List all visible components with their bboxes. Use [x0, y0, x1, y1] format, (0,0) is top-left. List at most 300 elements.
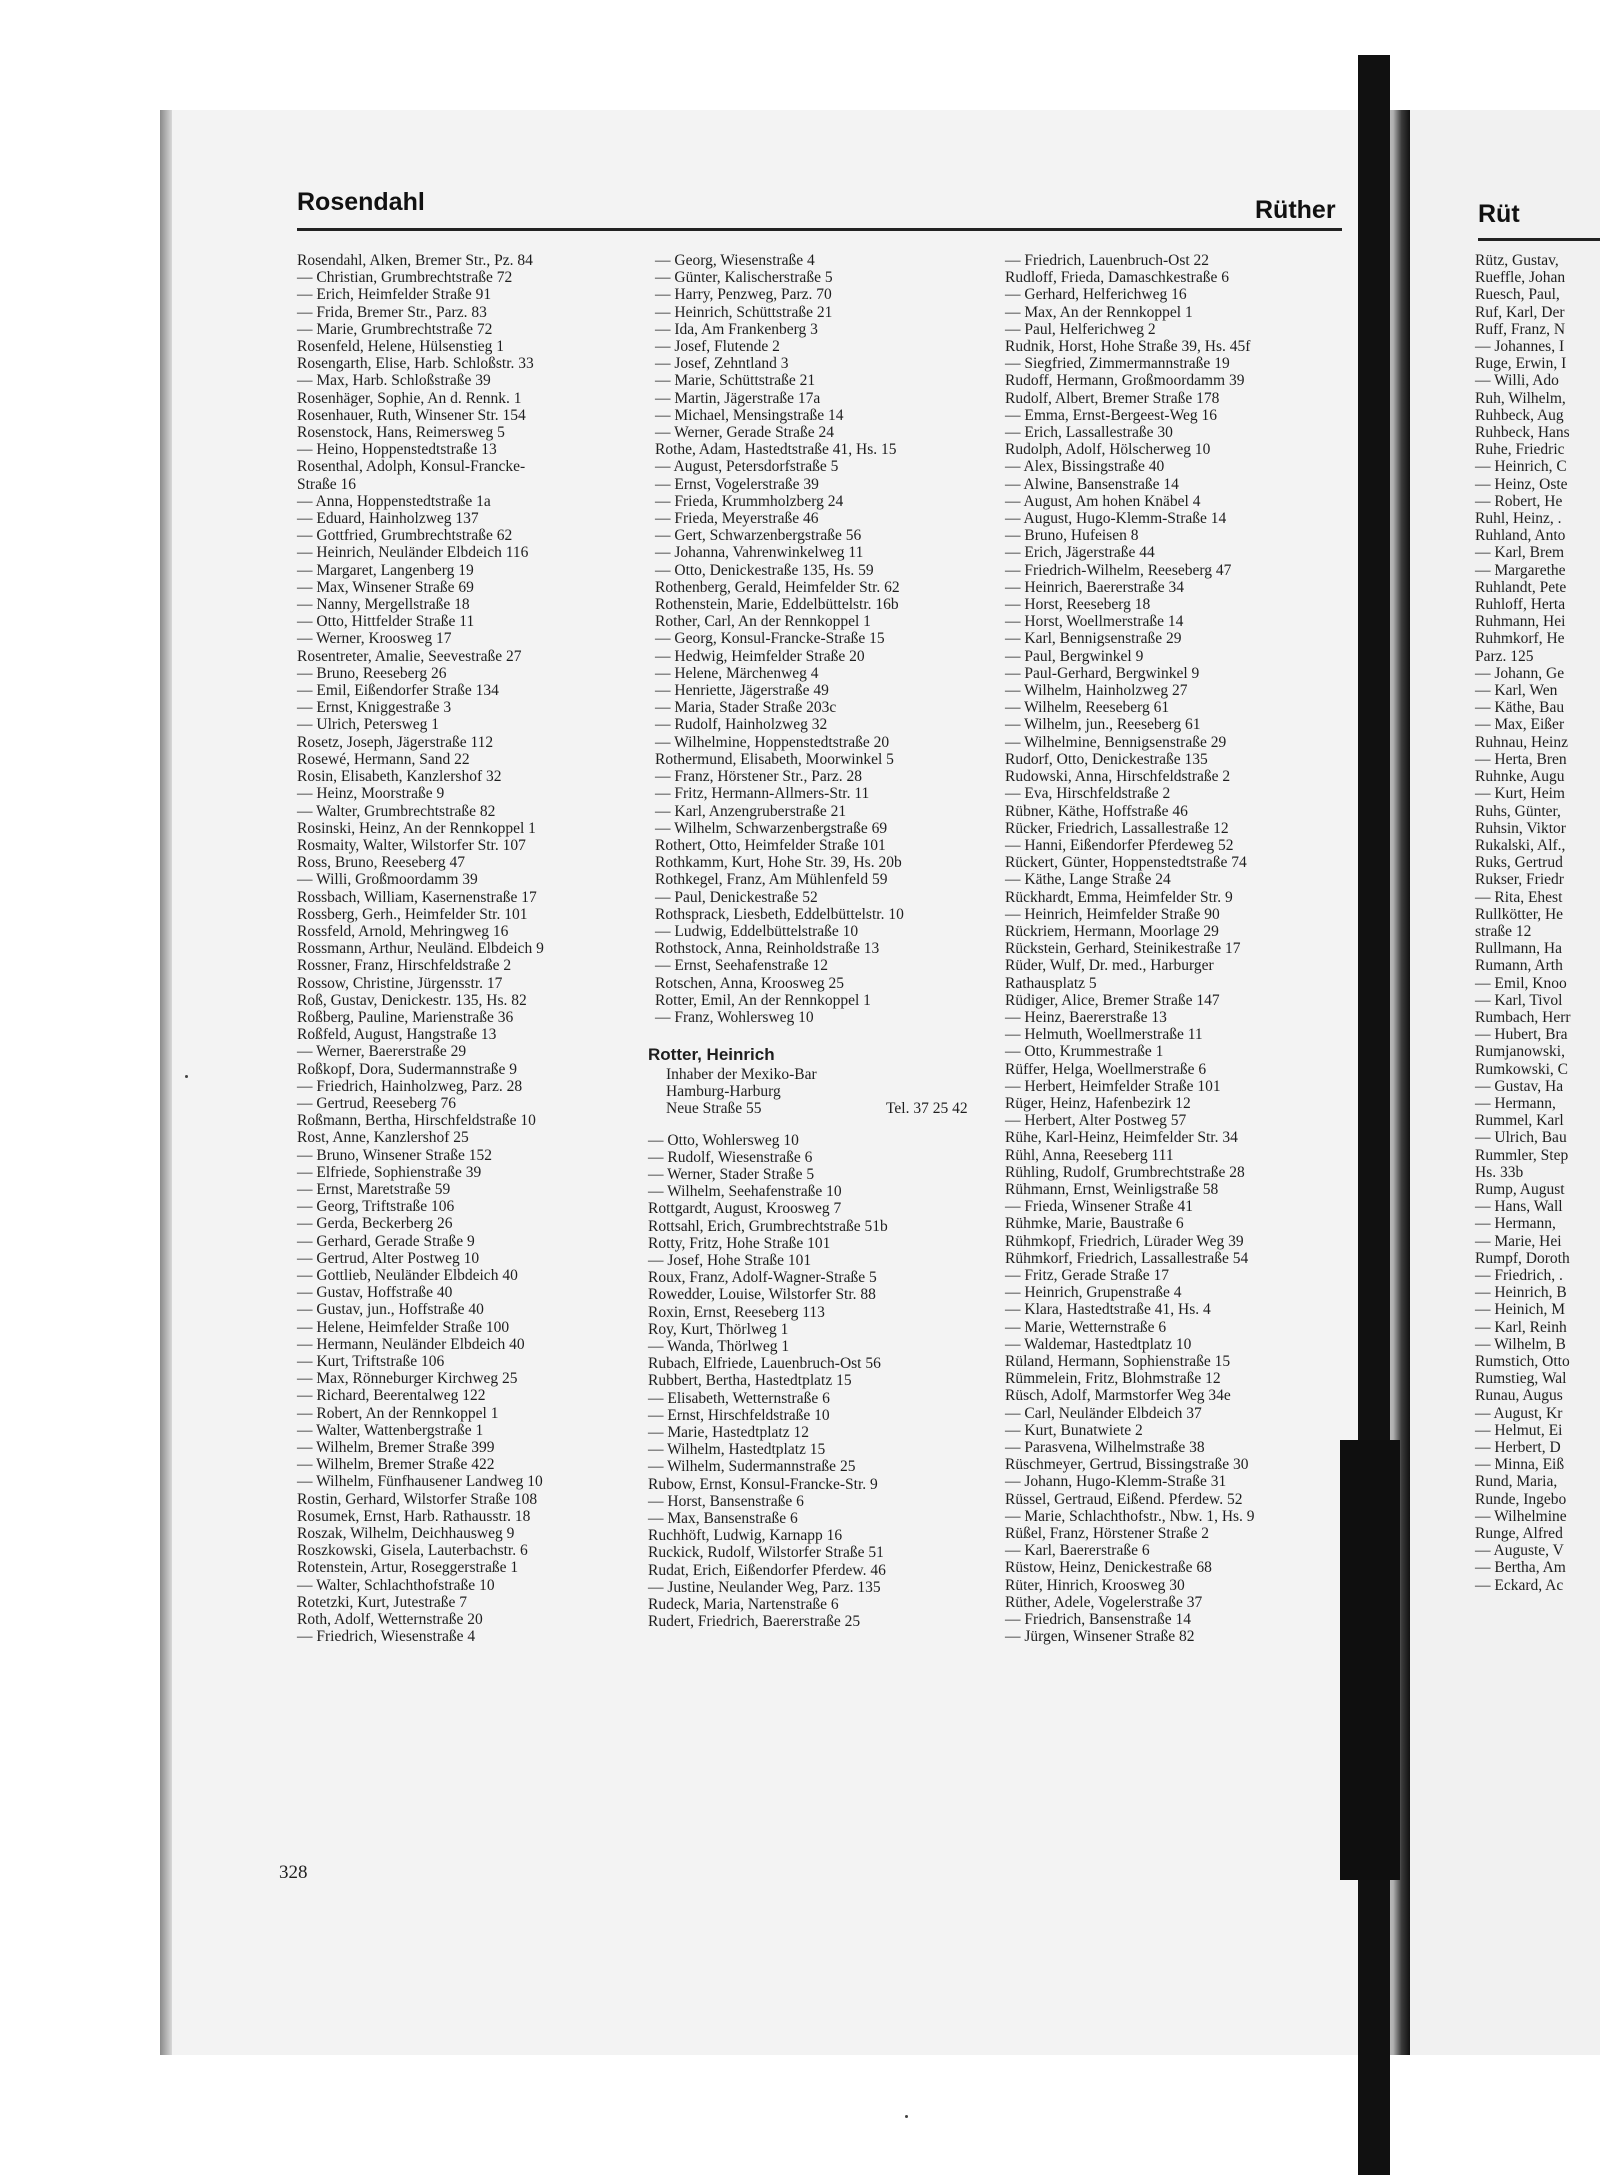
directory-entry: — Walter, Wattenbergstraße 1	[297, 1421, 484, 1439]
book-binding-clip	[1340, 1440, 1400, 1880]
directory-entry: Roßkopf, Dora, Sudermannstraße 9	[297, 1060, 517, 1078]
directory-entry: Rosinski, Heinz, An der Rennkoppel 1	[297, 819, 536, 837]
directory-entry: Rückert, Günter, Hoppenstedtstraße 74	[1005, 854, 1247, 872]
directory-entry: — Bruno, Winsener Straße 152	[297, 1146, 492, 1164]
advertisement-phone: Tel. 37 25 42	[886, 1100, 968, 1118]
directory-entry: — Ernst, Seehafenstraße 12	[655, 957, 829, 975]
directory-entry: Rüßel, Franz, Hörstener Straße 2	[1005, 1525, 1210, 1543]
directory-entry: — Frieda, Krummholzberg 24	[655, 492, 844, 510]
directory-entry: — Heinich, M	[1475, 1301, 1565, 1319]
directory-entry: — Wilhelm, Reeseberg 61	[1005, 699, 1170, 717]
directory-entry: Rumkowski, C	[1475, 1060, 1569, 1078]
directory-entry: — Hermann, Neuländer Elbdeich 40	[297, 1335, 525, 1353]
directory-entry: — Horst, Woellmerstraße 14	[1005, 613, 1184, 631]
directory-entry: Rotetzki, Kurt, Jutestraße 7	[297, 1593, 468, 1611]
directory-entry: — Franz, Wohlersweg 10	[655, 1008, 814, 1026]
directory-entry: — Marie, Hastedtplatz 12	[648, 1424, 809, 1442]
directory-entry: Roßfeld, August, Hangstraße 13	[297, 1026, 497, 1044]
directory-entry: Rosetz, Joseph, Jägerstraße 112	[297, 733, 494, 751]
directory-entry: Roßberg, Pauline, Marienstraße 36	[297, 1008, 514, 1026]
directory-entry: Roux, Franz, Adolf-Wagner-Straße 5	[648, 1269, 877, 1287]
directory-entry: Rossbach, William, Kasernenstraße 17	[297, 888, 537, 906]
directory-entry: Rosenstock, Hans, Reimersweg 5	[297, 424, 505, 442]
directory-entry: Ruckick, Rudolf, Wilstorfer Straße 51	[648, 1544, 884, 1562]
directory-entry: — Anna, Hoppenstedtstraße 1a	[297, 492, 491, 510]
directory-column-4	[1005, 252, 1255, 1645]
directory-entry: — Heinz, Oste	[1475, 475, 1568, 493]
directory-entry: Runau, Augus	[1475, 1387, 1563, 1405]
directory-entry: Rotschen, Anna, Kroosweg 25	[655, 974, 844, 992]
directory-entry: — Ida, Am Frankenberg 3	[655, 320, 818, 338]
directory-entry: Rotenstein, Artur, Roseggerstraße 1	[297, 1559, 519, 1577]
directory-entry: Rosenthal, Adolph, Konsul-Francke-	[297, 458, 526, 476]
directory-entry: Ruh, Wilhelm,	[1475, 389, 1566, 407]
directory-entry: Rumstieg, Wal	[1475, 1370, 1567, 1388]
directory-entry: Ruhmann, Hei	[1475, 613, 1566, 631]
directory-entry: — Helene, Märchenweg 4	[655, 664, 819, 682]
directory-entry: — Michael, Mensingstraße 14	[655, 406, 844, 424]
directory-entry: Rothert, Otto, Heimfelder Straße 101	[655, 836, 886, 854]
directory-entry: Rühmkopf, Friedrich, Lürader Weg 39	[1005, 1232, 1244, 1250]
directory-entry: — Jürgen, Winsener Straße 82	[1005, 1628, 1195, 1646]
directory-entry: — Max, Eißer	[1475, 716, 1565, 734]
advertisement-line: Hamburg-Harburg	[666, 1083, 781, 1101]
directory-entry: Rubow, Ernst, Konsul-Francke-Str. 9	[648, 1475, 878, 1493]
directory-entry: Rühl, Anna, Reeseberg 111	[1005, 1146, 1174, 1164]
directory-entry: — Heinrich, Baererstraße 34	[1005, 578, 1185, 596]
directory-entry: — August, Hugo-Klemm-Straße 14	[1005, 510, 1227, 528]
directory-entry: — August, Am hohen Knäbel 4	[1005, 492, 1201, 510]
directory-entry: — Maria, Stader Straße 203c	[655, 699, 837, 717]
directory-entry: — Heino, Hoppenstedtstraße 13	[297, 441, 497, 459]
directory-entry: — Willi, Ado	[1475, 372, 1559, 390]
directory-entry: — Heinrich, Heimfelder Straße 90	[1005, 905, 1220, 923]
directory-entry: Rudnik, Horst, Hohe Straße 39, Hs. 45f	[1005, 338, 1251, 356]
directory-entry: Rossner, Franz, Hirschfeldstraße 2	[297, 957, 512, 975]
directory-entry: Rosenfeld, Helene, Hülsenstieg 1	[297, 338, 505, 356]
directory-entry: — Franz, Hörstener Str., Parz. 28	[655, 768, 863, 786]
directory-entry: — Helene, Heimfelder Straße 100	[297, 1318, 510, 1336]
directory-entry: — Willi, Großmoordamm 39	[297, 871, 478, 889]
directory-entry: — Wilhelmine, Bennigsenstraße 29	[1005, 733, 1227, 751]
directory-entry: — Heinrich, Schüttstraße 21	[655, 303, 833, 321]
directory-entry: Ruhlandt, Pete	[1475, 578, 1567, 596]
directory-entry: — Eckard, Ac	[1475, 1576, 1564, 1594]
directory-entry: — Heinrich, B	[1475, 1284, 1567, 1302]
directory-entry: — Eva, Hirschfeldstraße 2	[1005, 785, 1171, 803]
directory-column-2	[655, 252, 904, 1026]
directory-entry: — Gustav, Ha	[1475, 1077, 1564, 1095]
directory-entry: Roxin, Ernst, Reeseberg 113	[648, 1303, 825, 1321]
directory-entry: — Paul, Helferichweg 2	[1005, 320, 1156, 338]
header-rule	[297, 228, 1342, 231]
directory-entry: — Georg, Triftstraße 106	[297, 1198, 455, 1216]
directory-entry: Rund, Maria,	[1475, 1473, 1558, 1491]
directory-column-1	[297, 252, 544, 1645]
advertisement-name: Rotter, Heinrich	[648, 1045, 775, 1064]
directory-entry: — Horst, Bansenstraße 6	[648, 1492, 804, 1510]
directory-entry: — Ludwig, Eddelbüttelstraße 10	[655, 922, 859, 940]
directory-entry: Rump, August	[1475, 1180, 1565, 1198]
page-edge	[160, 110, 172, 2055]
directory-entry: — Auguste, V	[1475, 1542, 1564, 1560]
directory-entry: Ruhloff, Herta	[1475, 596, 1566, 614]
directory-entry: — Emil, Knoo	[1475, 974, 1567, 992]
directory-entry: — Rita, Ehest	[1475, 888, 1563, 906]
directory-entry: — Max, Bansenstraße 6	[648, 1510, 798, 1528]
directory-entry: — Otto, Krummestraße 1	[1005, 1043, 1164, 1061]
directory-entry: — Otto, Hittfelder Straße 11	[297, 613, 475, 631]
directory-entry: — Marie, Grumbrechtstraße 72	[297, 320, 493, 338]
directory-entry: Rudeck, Maria, Nartenstraße 6	[648, 1596, 839, 1614]
directory-entry: — Marie, Schüttstraße 21	[655, 372, 816, 390]
directory-entry: — Nanny, Mergellstraße 18	[297, 596, 470, 614]
directory-entry: — Gerhard, Helferichweg 16	[1005, 286, 1187, 304]
directory-entry: — Heinz, Moorstraße 9	[297, 785, 445, 803]
directory-entry: — Herbert, Heimfelder Straße 101	[1005, 1077, 1221, 1095]
directory-entry: Roßmann, Bertha, Hirschfeldstraße 10	[297, 1112, 536, 1130]
directory-entry: Rothenberg, Gerald, Heimfelder Str. 62	[655, 578, 900, 596]
directory-entry: — Walter, Schlachthofstraße 10	[297, 1576, 495, 1594]
directory-entry: — Bruno, Hufeisen 8	[1005, 527, 1139, 545]
directory-entry: — Herta, Bren	[1475, 750, 1567, 768]
directory-entry: Rudowski, Anna, Hirschfeldstraße 2	[1005, 768, 1231, 786]
directory-entry: — Klara, Hastedtstraße 41, Hs. 4	[1005, 1301, 1211, 1319]
header-left-title: Rosendahl	[297, 188, 425, 216]
directory-entry: — Robert, He	[1475, 492, 1563, 510]
directory-column-next-page	[1475, 252, 1571, 1594]
directory-entry: Runde, Ingebo	[1475, 1490, 1567, 1508]
directory-entry: — Heinrich, Neuländer Elbdeich 116	[297, 544, 529, 562]
directory-entry: Rotty, Fritz, Hohe Straße 101	[648, 1234, 831, 1252]
directory-entry: — Max, An der Rennkoppel 1	[1005, 303, 1193, 321]
directory-entry: Ruhsin, Viktor	[1475, 819, 1566, 837]
directory-entry: — Paul-Gerhard, Bergwinkel 9	[1005, 664, 1200, 682]
directory-entry: — Wilhelm, B	[1475, 1335, 1566, 1353]
directory-entry: — Werner, Kroosweg 17	[297, 630, 452, 648]
directory-entry: — Bruno, Reeseberg 26	[297, 664, 447, 682]
directory-entry: — Friedrich, Lauenbruch-Ost 22	[1005, 252, 1210, 269]
directory-entry: Rühe, Karl-Heinz, Heimfelder Str. 34	[1005, 1129, 1238, 1147]
directory-entry: — Emma, Ernst-Bergeest-Weg 16	[1005, 406, 1217, 424]
directory-entry: Rudat, Erich, Eißendorfer Pferdew. 46	[648, 1561, 886, 1579]
directory-entry: — Harry, Penzweg, Parz. 70	[655, 286, 832, 304]
directory-entry: — Kurt, Heim	[1475, 785, 1565, 803]
directory-entry: — Rudolf, Hainholzweg 32	[655, 716, 828, 734]
directory-entry: Rüschmeyer, Gertrud, Bissingstraße 30	[1005, 1456, 1249, 1474]
directory-entry: Rudorf, Otto, Denickestraße 135	[1005, 750, 1208, 768]
directory-entry: Rücker, Friedrich, Lassallestraße 12	[1005, 819, 1229, 837]
directory-entry: — Friedrich-Wilhelm, Reeseberg 47	[1005, 561, 1232, 579]
directory-entry: Ruff, Franz, N	[1475, 320, 1566, 338]
directory-entry: — Ernst, Vogelerstraße 39	[655, 475, 819, 493]
directory-entry: — Karl, Brem	[1475, 544, 1565, 562]
directory-entry: — Karl, Bennigsenstraße 29	[1005, 630, 1182, 648]
directory-entry: — Wilhelmine, Hoppenstedtstraße 20	[655, 733, 890, 751]
directory-entry: Rothstock, Anna, Reinholdstraße 13	[655, 940, 880, 958]
directory-entry: — Ernst, Kniggestraße 3	[297, 699, 452, 717]
directory-entry: — Frida, Bremer Str., Parz. 83	[297, 303, 487, 321]
directory-entry: — Gertrud, Alter Postweg 10	[297, 1249, 480, 1267]
directory-entry: — Siegfried, Zimmermannstraße 19	[1005, 355, 1230, 373]
directory-column-3-entries	[648, 1132, 968, 1631]
advertisement-line	[648, 1100, 968, 1117]
directory-entry: — Hanni, Eißendorfer Pferdeweg 52	[1005, 836, 1234, 854]
directory-entry: — Margaret, Langenberg 19	[297, 561, 474, 579]
directory-entry: Ruhbeck, Aug	[1475, 406, 1564, 424]
directory-entry: Rother, Carl, An der Rennkoppel 1	[655, 613, 871, 631]
directory-entry: — Helmut, Ei	[1475, 1421, 1563, 1439]
directory-entry: — Wanda, Thörlweg 1	[648, 1338, 790, 1356]
directory-entry: Rubach, Elfriede, Lauenbruch-Ost 56	[648, 1355, 881, 1373]
directory-entry: Rudloff, Frieda, Damaschkestraße 6	[1005, 269, 1229, 287]
directory-entry: Rostin, Gerhard, Wilstorfer Straße 108	[297, 1490, 538, 1508]
directory-entry: — Hans, Wall	[1475, 1198, 1563, 1216]
advertisement-line: Inhaber der Mexiko-Bar	[666, 1066, 817, 1083]
header-right-title: Rüther	[1255, 196, 1336, 224]
directory-entry: — Elisabeth, Wetternstraße 6	[648, 1389, 830, 1407]
directory-entry: — Gert, Schwarzenbergstraße 56	[655, 527, 862, 545]
directory-entry: Rosentreter, Amalie, Seevestraße 27	[297, 647, 522, 665]
directory-entry: Rukser, Friedr	[1475, 871, 1564, 889]
directory-entry: — Gertrud, Reeseberg 76	[297, 1094, 456, 1112]
directory-entry: — Gustav, Hoffstraße 40	[297, 1284, 453, 1302]
directory-entry: Rückhardt, Emma, Heimfelder Str. 9	[1005, 888, 1233, 906]
directory-entry: — Georg, Wiesenstraße 4	[655, 252, 815, 269]
directory-entry: Rosenhäger, Sophie, An d. Rennk. 1	[297, 389, 522, 407]
directory-entry: Rüger, Heinz, Hafenbezirk 12	[1005, 1094, 1191, 1112]
directory-entry: — Christian, Grumbrechtstraße 72	[297, 269, 513, 287]
directory-entry: — Alwine, Bansenstraße 14	[1005, 475, 1179, 493]
directory-entry: — Werner, Gerade Straße 24	[655, 424, 835, 442]
directory-entry: — Fritz, Gerade Straße 17	[1005, 1266, 1169, 1284]
directory-entry: — Paul, Bergwinkel 9	[1005, 647, 1144, 665]
directory-entry: Rothenstein, Marie, Eddelbüttelstr. 16b	[655, 596, 899, 614]
directory-entry: Rullkötter, He	[1475, 905, 1564, 923]
directory-entry: — Josef, Flutende 2	[655, 338, 780, 356]
directory-entry: — Elfriede, Sophienstraße 39	[297, 1163, 482, 1181]
directory-entry: — Wilhelm, Fünfhausener Landweg 10	[297, 1473, 543, 1491]
directory-entry: Roszkowski, Gisela, Lauterbachstr. 6	[297, 1542, 528, 1560]
directory-entry: Rudolf, Albert, Bremer Straße 178	[1005, 389, 1220, 407]
directory-entry: Parz. 125	[1475, 647, 1534, 665]
directory-entry: — Richard, Beerentalweg 122	[297, 1387, 486, 1405]
directory-entry: Rossow, Christine, Jürgensstr. 17	[297, 974, 503, 992]
directory-entry: Rumpf, Doroth	[1475, 1249, 1570, 1267]
directory-entry: Ruesch, Paul,	[1475, 286, 1560, 304]
directory-entry: — Frieda, Winsener Straße 41	[1005, 1198, 1194, 1216]
directory-entry: Rosendahl, Alken, Bremer Str., Pz. 84	[297, 252, 533, 269]
directory-entry: — Heinrich, C	[1475, 458, 1567, 476]
directory-entry: Ruhnke, Augu	[1475, 768, 1565, 786]
directory-entry: Ruhl, Heinz, .	[1475, 510, 1562, 528]
directory-entry: — Johannes, I	[1475, 338, 1565, 356]
directory-entry: — Werner, Stader Straße 5	[648, 1166, 815, 1184]
directory-entry: — Otto, Denickestraße 135, Hs. 59	[655, 561, 874, 579]
directory-entry: Rothe, Adam, Hastedtstraße 41, Hs. 15	[655, 441, 897, 459]
directory-entry: — Horst, Reeseberg 18	[1005, 596, 1151, 614]
directory-entry: Rückstein, Gerhard, Steinikestraße 17	[1005, 940, 1241, 958]
directory-entry: Rübner, Käthe, Hoffstraße 46	[1005, 802, 1188, 820]
directory-entry: Rüsch, Adolf, Marmstorfer Weg 34e	[1005, 1387, 1231, 1405]
directory-entry: Rothkamm, Kurt, Hohe Str. 39, Hs. 20b	[655, 854, 902, 872]
directory-entry: — Waldemar, Hastedtplatz 10	[1005, 1335, 1192, 1353]
directory-entry: — Kurt, Bunatwiete 2	[1005, 1421, 1143, 1439]
directory-entry: Rüssel, Gertraud, Eißend. Pferdew. 52	[1005, 1490, 1243, 1508]
directory-entry: — Gerda, Beckerberg 26	[297, 1215, 453, 1233]
directory-entry: — Justine, Neulander Weg, Parz. 135	[648, 1578, 881, 1596]
directory-entry: — Max, Harb. Schloßstraße 39	[297, 372, 491, 390]
directory-entry: Ruks, Gertrud	[1475, 854, 1563, 872]
directory-entry: Rosmaity, Walter, Wilstorfer Str. 107	[297, 836, 526, 854]
directory-entry: Ruf, Karl, Der	[1475, 303, 1565, 321]
directory-entry: Rüffer, Helga, Woellmerstraße 6	[1005, 1060, 1207, 1078]
directory-entry: — Ulrich, Petersweg 1	[297, 716, 440, 734]
directory-entry: Roy, Kurt, Thörlweg 1	[648, 1320, 789, 1338]
print-speck	[185, 1075, 188, 1078]
directory-entry: — Martin, Jägerstraße 17a	[655, 389, 821, 407]
directory-entry: — Rudolf, Wiesenstraße 6	[648, 1148, 813, 1166]
print-speck	[905, 2115, 908, 2118]
directory-entry: Rothsprack, Liesbeth, Eddelbüttelstr. 10	[655, 905, 904, 923]
directory-entry: — Walter, Grumbrechtstraße 82	[297, 802, 496, 820]
directory-entry: Roszak, Wilhelm, Deichhausweg 9	[297, 1525, 515, 1543]
directory-entry: — Friedrich, Hainholzweg, Parz. 28	[297, 1077, 523, 1095]
page-number: 328	[279, 1862, 308, 1883]
directory-entry: — Werner, Baererstraße 29	[297, 1043, 467, 1061]
directory-entry: Rühmkorf, Friedrich, Lassallestraße 54	[1005, 1249, 1249, 1267]
directory-entry: Ruhnau, Heinz	[1475, 733, 1568, 751]
directory-entry: — Wilhelmine	[1475, 1507, 1567, 1525]
directory-entry: — Kurt, Triftstraße 106	[297, 1353, 445, 1370]
directory-entry: — Käthe, Bau	[1475, 699, 1565, 717]
directory-entry: — Paul, Denickestraße 52	[655, 888, 818, 906]
directory-entry: — Marie, Schlachthofstr., Nbw. 1, Hs. 9	[1005, 1507, 1255, 1525]
directory-entry: — Marie, Hei	[1475, 1232, 1562, 1250]
directory-entry: — Erich, Heimfelder Straße 91	[297, 286, 492, 304]
directory-entry: Rudert, Friedrich, Baererstraße 25	[648, 1613, 861, 1631]
directory-entry: — Wilhelm, Hainholzweg 27	[1005, 682, 1188, 700]
directory-entry: Rueffle, Johan	[1475, 269, 1566, 287]
directory-entry: Rumjanowski,	[1475, 1043, 1565, 1061]
directory-column-3	[648, 1030, 968, 1631]
directory-entry: — Wilhelm, Schwarzenbergstraße 69	[655, 819, 888, 837]
directory-entry: — Eduard, Hainholzweg 137	[297, 510, 479, 528]
directory-entry: — Wilhelm, Seehafenstraße 10	[648, 1183, 842, 1201]
directory-entry: — Helmuth, Woellmerstraße 11	[1005, 1026, 1203, 1044]
directory-entry: Rüder, Wulf, Dr. med., Harburger	[1005, 957, 1214, 975]
directory-entry: — Friedrich, Bansenstraße 14	[1005, 1611, 1191, 1629]
directory-entry: — Wilhelm, Sudermannstraße 25	[648, 1458, 856, 1476]
directory-entry: Ruhbeck, Hans	[1475, 424, 1570, 442]
directory-entry: Rukalski, Alf.,	[1475, 836, 1566, 854]
directory-entry: Rumann, Arth	[1475, 957, 1563, 975]
directory-entry: — Karl, Wen	[1475, 682, 1558, 700]
next-page-header-title: Rüt	[1478, 200, 1520, 228]
directory-entry: Ruhe, Friedric	[1475, 441, 1565, 459]
directory-entry: — August, Kr	[1475, 1404, 1563, 1422]
directory-entry: Ross, Bruno, Reeseberg 47	[297, 854, 466, 872]
directory-entry: — Günter, Kalischerstraße 5	[655, 269, 833, 287]
directory-entry: Ruchhöft, Ludwig, Karnapp 16	[648, 1527, 843, 1545]
directory-entry: — Otto, Wohlersweg 10	[648, 1131, 799, 1149]
directory-entry: Rothermund, Elisabeth, Moorwinkel 5	[655, 750, 894, 768]
directory-entry: — Herbert, D	[1475, 1439, 1561, 1457]
directory-entry: Rumbach, Herr	[1475, 1008, 1571, 1026]
directory-entry: Ruhs, Günter,	[1475, 802, 1561, 820]
directory-entry: — Wilhelm, Bremer Straße 399	[297, 1439, 495, 1457]
directory-entry: Rosin, Elisabeth, Kanzlershof 32	[297, 768, 502, 786]
directory-entry: — Margarethe	[1475, 561, 1566, 579]
directory-entry: Rumstich, Otto	[1475, 1353, 1570, 1370]
directory-entry: Runge, Alfred	[1475, 1525, 1563, 1543]
directory-entry: Rotter, Emil, An der Rennkoppel 1	[655, 991, 871, 1009]
directory-entry: — Josef, Hohe Straße 101	[648, 1252, 812, 1270]
directory-entry: — Erich, Lassallestraße 30	[1005, 424, 1173, 442]
directory-entry: — Fritz, Hermann-Allmers-Str. 11	[655, 785, 870, 803]
directory-entry: — Erich, Jägerstraße 44	[1005, 544, 1155, 562]
directory-entry: — Hermann,	[1475, 1094, 1556, 1112]
directory-entry: Hs. 33b	[1475, 1163, 1524, 1181]
directory-entry: — Ernst, Hirschfeldstraße 10	[648, 1406, 830, 1424]
directory-entry: — Johanna, Vahrenwinkelweg 11	[655, 544, 864, 562]
directory-entry: — Robert, An der Rennkoppel 1	[297, 1404, 499, 1422]
directory-entry: straße 12	[1475, 922, 1532, 940]
directory-entry: — Carl, Neuländer Elbdeich 37	[1005, 1404, 1202, 1422]
directory-entry: — Marie, Wetternstraße 6	[1005, 1318, 1167, 1336]
next-page-header-rule	[1478, 238, 1600, 241]
directory-entry: Rühmann, Ernst, Weinligstraße 58	[1005, 1180, 1219, 1198]
directory-entry: — Josef, Zehntland 3	[655, 355, 789, 373]
directory-entry: — Minna, Eiß	[1475, 1456, 1565, 1474]
directory-entry: — Karl, Reinh	[1475, 1318, 1567, 1336]
directory-entry: Ruhmkorf, He	[1475, 630, 1565, 648]
directory-entry: — Johann, Ge	[1475, 664, 1565, 682]
directory-entry: Rosewé, Hermann, Sand 22	[297, 750, 470, 768]
directory-entry: Rottsahl, Erich, Grumbrechtstraße 51b	[648, 1217, 888, 1235]
directory-entry: — Georg, Konsul-Francke-Straße 15	[655, 630, 885, 648]
directory-entry: — Johann, Hugo-Klemm-Straße 31	[1005, 1473, 1227, 1491]
directory-entry: — Herbert, Alter Postweg 57	[1005, 1112, 1187, 1130]
directory-entry: Rullmann, Ha	[1475, 940, 1562, 958]
directory-entry: — Alex, Bissingstraße 40	[1005, 458, 1165, 476]
directory-entry: Rosumek, Ernst, Harb. Rathausstr. 18	[297, 1507, 531, 1525]
directory-entry: — Ernst, Maretstraße 59	[297, 1180, 451, 1198]
directory-entry: — Gustav, jun., Hoffstraße 40	[297, 1301, 484, 1319]
directory-entry: — Wilhelm, Bremer Straße 422	[297, 1456, 495, 1474]
directory-entry: Straße 16	[297, 475, 356, 493]
directory-entry: Rudolph, Adolf, Hölscherweg 10	[1005, 441, 1211, 459]
directory-entry: — Bertha, Am	[1475, 1559, 1566, 1577]
directory-entry: Rottgardt, August, Kroosweg 7	[648, 1200, 842, 1218]
directory-entry: Rowedder, Louise, Wilstorfer Str. 88	[648, 1286, 876, 1304]
directory-entry: — Karl, Anzengruberstraße 21	[655, 802, 847, 820]
directory-entry: — August, Petersdorfstraße 5	[655, 458, 839, 476]
directory-entry: Rothkegel, Franz, Am Mühlenfeld 59	[655, 871, 888, 889]
directory-entry: Rathausplatz 5	[1005, 974, 1097, 992]
directory-entry: — Hermann,	[1475, 1215, 1556, 1233]
directory-entry: Rüland, Hermann, Sophienstraße 15	[1005, 1353, 1231, 1370]
directory-entry: Ruge, Erwin, I	[1475, 355, 1567, 373]
directory-entry: Ruhland, Anto	[1475, 527, 1566, 545]
directory-entry: Roth, Adolf, Wetternstraße 20	[297, 1611, 483, 1629]
directory-entry: Roß, Gustav, Denickestr. 135, Hs. 82	[297, 991, 527, 1009]
directory-entry: — Max, Winsener Straße 69	[297, 578, 474, 596]
directory-entry: Rüter, Hinrich, Kroosweg 30	[1005, 1576, 1185, 1594]
directory-entry: Rossfeld, Arnold, Mehringweg 16	[297, 922, 509, 940]
directory-entry: Rühmke, Marie, Baustraße 6	[1005, 1215, 1184, 1233]
directory-entry: — Max, Rönneburger Kirchweg 25	[297, 1370, 518, 1388]
